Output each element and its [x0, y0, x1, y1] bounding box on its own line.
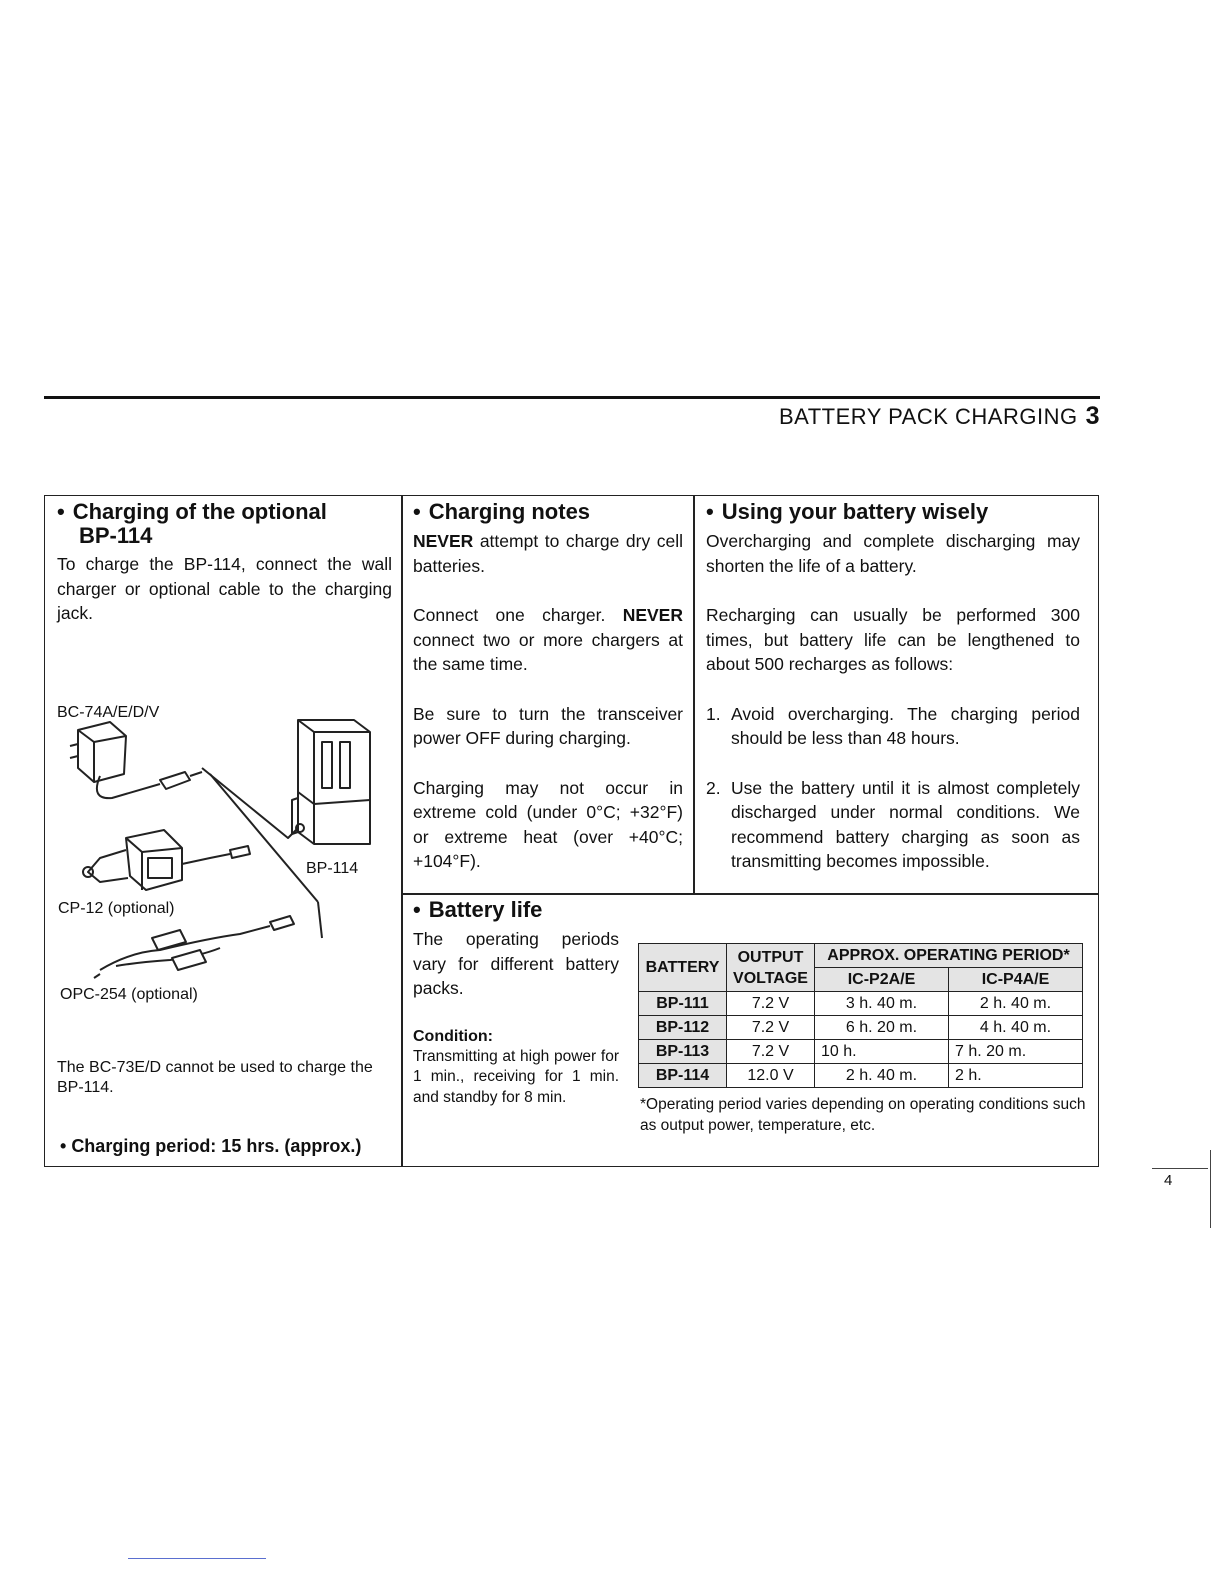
page-number: 4 — [1164, 1172, 1173, 1189]
cell-p2: 10 h. — [815, 1040, 949, 1064]
label-cp12: CP-12 (optional) — [58, 900, 175, 917]
label-bp114: BP-114 — [306, 860, 359, 877]
cell-battery: BP-112 — [639, 1016, 727, 1040]
battery-life-heading: • Battery life — [413, 897, 543, 922]
cell-battery: BP-114 — [639, 1064, 727, 1088]
chapter-header — [779, 402, 1100, 431]
wisely-item-1: 1. Avoid overcharging. The charging period should be less than 48 hours. — [706, 703, 1080, 748]
chapter-number: 3 — [1085, 402, 1100, 430]
battery-life-intro: The operating periods vary for different battery packs. — [413, 929, 619, 998]
page-number-rule — [1152, 1168, 1208, 1169]
table-row — [639, 1016, 1083, 1040]
charging-illustration — [60, 712, 390, 982]
condition-text: Transmitting at high power for 1 min., receiving for 1 min. and standby for 8 min. — [413, 1047, 619, 1106]
page-edge-rule — [1210, 1150, 1211, 1228]
battery-wisely-section — [706, 500, 1080, 874]
cigarette-plug-icon — [83, 830, 250, 890]
battery-life-table — [638, 943, 1083, 1088]
column-divider-left — [401, 495, 403, 1167]
cell-battery: BP-111 — [639, 992, 727, 1016]
wisely-item-2: 2. Use the battery until it is almost completely discharged under normal conditions. We recommend battery charging as soon as transmitting becomes impossible. — [706, 777, 1080, 871]
cell-p4: 2 h. — [949, 1064, 1083, 1088]
charging-period: • Charging period: 15 hrs. (approx.) — [60, 1136, 362, 1156]
opc-cable-icon — [94, 902, 322, 978]
note-power-off: Be sure to turn the transceiver power OFF during charging. — [413, 703, 683, 748]
table-footnote: *Operating period varies depending on operating conditions such as output power, temperature, etc. — [640, 1096, 1086, 1134]
cell-p4: 4 h. 40 m. — [949, 1016, 1083, 1040]
cell-p4: 2 h. 40 m. — [949, 992, 1083, 1016]
bp114-section — [57, 500, 392, 626]
bp114-intro: To charge the BP-114, connect the wall charger or optional cable to the charging jack. — [57, 554, 392, 623]
wisely-recharge: Recharging can usually be performed 300 times, but battery life can be lengthened to about 500 recharges as follows: — [706, 605, 1080, 674]
th-ic-p4: IC-P4A/E — [949, 968, 1083, 992]
charging-notes-heading: • Charging notes — [413, 499, 591, 524]
bp114-heading-line2: BP-114 — [79, 523, 153, 548]
column-divider-right — [693, 495, 695, 894]
cell-p4: 7 h. 20 m. — [949, 1040, 1083, 1064]
label-bc74: BC-74A/E/D/V — [57, 704, 160, 721]
chapter-title: BATTERY PACK CHARGING — [778, 404, 1078, 429]
section-divider — [401, 893, 1099, 895]
bc73-warning: The BC-73E/D cannot be used to charge the BP-114. — [57, 1059, 373, 1096]
label-opc254: OPC-254 (optional) — [60, 986, 198, 1003]
cell-voltage: 12.0 V — [727, 1064, 815, 1088]
cable-line — [202, 768, 296, 838]
cell-p2: 6 h. 20 m. — [815, 1016, 949, 1040]
cell-p2: 3 h. 40 m. — [815, 992, 949, 1016]
cell-p2: 2 h. 40 m. — [815, 1064, 949, 1088]
note-temperature: Charging may not occur in extreme cold (under 0°C; +32°F) or extreme heat (over +40°C; +104°F). — [413, 777, 683, 871]
table-row — [639, 992, 1083, 1016]
th-battery: BATTERY — [639, 944, 727, 992]
cell-battery: BP-113 — [639, 1040, 727, 1064]
header-rule — [44, 396, 1100, 399]
battery-life-section — [413, 898, 619, 1108]
cell-voltage: 7.2 V — [727, 1040, 815, 1064]
wisely-intro: Overcharging and complete discharging may shorten the life of a battery. — [706, 531, 1080, 576]
table-row — [639, 1040, 1083, 1064]
cell-voltage: 7.2 V — [727, 1016, 815, 1040]
cell-voltage: 7.2 V — [727, 992, 815, 1016]
bottom-underline — [128, 1558, 266, 1559]
battery-wisely-heading: • Using your battery wisely — [706, 499, 989, 524]
th-operating-period: APPROX. OPERATING PERIOD* — [815, 944, 1083, 968]
battery-pack-icon — [292, 720, 370, 844]
charging-notes-section — [413, 500, 683, 874]
table-row — [639, 1064, 1083, 1088]
note-dry-cell: NEVER attempt to charge dry cell batteries. — [413, 531, 683, 576]
th-ic-p2: IC-P2A/E — [815, 968, 949, 992]
condition-label: Condition: — [413, 1027, 493, 1045]
wall-charger-icon — [70, 722, 202, 798]
bp114-heading: • Charging of the optional — [57, 499, 327, 524]
th-output-voltage: OUTPUT VOLTAGE — [727, 944, 815, 992]
note-one-charger: Connect one charger. NEVER connect two or more chargers at the same time. — [413, 605, 683, 674]
